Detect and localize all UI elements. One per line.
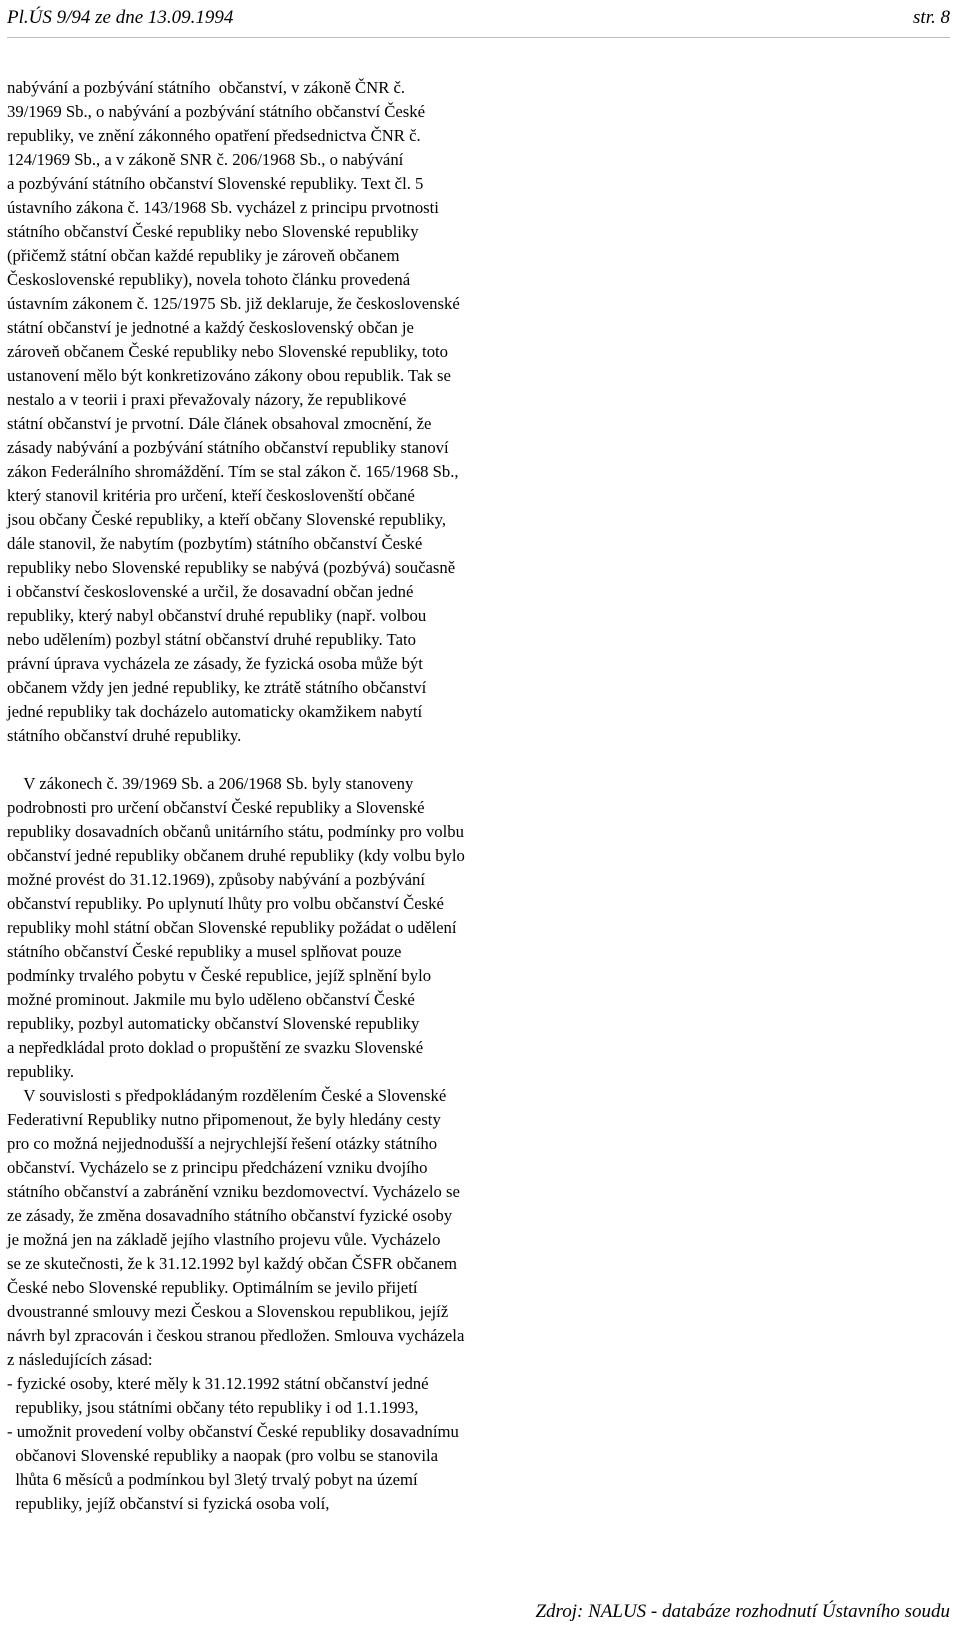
- text-line: státní občanství je prvotní. Dále článek obsahoval zmocnění, že: [7, 414, 432, 433]
- text-line: zákon Federálního shromáždění. Tím se stal zákon č. 165/1968 Sb.,: [7, 462, 459, 481]
- text-line: republiky mohl státní občan Slovenské republiky požádat o udělení: [7, 918, 457, 937]
- text-line: návrh byl zpracován i českou stranou předložen. Smlouva vycházela: [7, 1326, 465, 1345]
- text-line: republiky, ve znění zákonného opatření předsednictva ČNR č.: [7, 126, 421, 145]
- text-line: [7, 748, 597, 772]
- page-number: str. 8: [913, 7, 950, 28]
- document-reference: Pl.ÚS 9/94 ze dne 13.09.1994: [7, 7, 234, 28]
- text-line: České nebo Slovenské republiky. Optimálním se jevilo přijetí: [7, 1278, 418, 1297]
- text-line: občanství republiky. Po uplynutí lhůty pro volbu občanství České: [7, 894, 444, 913]
- text-line: republiky.: [7, 1062, 75, 1081]
- text-line: jedné republiky tak docházelo automaticky okamžikem nabytí: [7, 702, 423, 721]
- text-line: republiky nebo Slovenské republiky se nabývá (pozbývá) současně: [7, 558, 456, 577]
- text-line: který stanovil kritéria pro určení, kteří českoslovenští občané: [7, 486, 415, 505]
- text-line: podmínky trvalého pobytu v České republice, jejíž splnění bylo: [7, 966, 432, 985]
- text-line: dále stanovil, že nabytím (pozbytím) státního občanství České: [7, 534, 423, 553]
- text-line: republiky, jsou státními občany této republiky i od 1.1.1993,: [7, 1398, 419, 1417]
- text-line: občanem vždy jen jedné republiky, ke ztrátě státního občanství: [7, 678, 427, 697]
- text-line: - umožnit provedení volby občanství České republiky dosavadnímu: [7, 1422, 459, 1441]
- text-line: zároveň občanem České republiky nebo Slovenské republiky, toto: [7, 342, 449, 361]
- text-line: a nepředkládal proto doklad o propuštění ze svazku Slovenské: [7, 1038, 424, 1057]
- text-line: dvoustranné smlouvy mezi Českou a Slovenskou republikou, jejíž: [7, 1302, 449, 1321]
- text-line: ústavním zákonem č. 125/1975 Sb. již deklaruje, že československé: [7, 294, 460, 313]
- text-line: Československé republiky), novela tohoto článku provedená: [7, 270, 411, 289]
- text-line: občanovi Slovenské republiky a naopak (pro volbu se stanovila: [7, 1446, 438, 1465]
- text-line: 39/1969 Sb., o nabývání a pozbývání státního občanství České: [7, 102, 426, 121]
- text-line: (přičemž státní občan každé republiky je zároveň občanem: [7, 246, 400, 265]
- text-line: jsou občany České republiky, a kteří občany Slovenské republiky,: [7, 510, 447, 529]
- text-line: státního občanství České republiky a musel splňovat pouze: [7, 942, 402, 961]
- text-line: nebo udělením) pozbyl státní občanství druhé republiky. Tato: [7, 630, 416, 649]
- text-line: z následujících zásad:: [7, 1350, 153, 1369]
- text-line: právní úprava vycházela ze zásady, že fyzická osoba může být: [7, 654, 423, 673]
- source-footer: Zdroj: NALUS - databáze rozhodnutí Ústavního soudu: [535, 1601, 950, 1622]
- text-line: Federativní Republiky nutno připomenout, že byly hledány cesty: [7, 1110, 441, 1129]
- text-line: republiky dosavadních občanů unitárního státu, podmínky pro volbu: [7, 822, 464, 841]
- text-line: ústavního zákona č. 143/1968 Sb. vycházel z principu prvotnosti: [7, 198, 439, 217]
- text-line: republiky, jejíž občanství si fyzická osoba volí,: [7, 1494, 330, 1513]
- header-divider: [7, 37, 950, 38]
- text-line: občanství jedné republiky občanem druhé republiky (kdy volbu bylo: [7, 846, 465, 865]
- text-line: V souvislosti s předpokládaným rozdělením České a Slovenské: [7, 1086, 447, 1105]
- text-line: i občanství československé a určil, že dosavadní občan jedné: [7, 582, 414, 601]
- text-line: státního občanství České republiky nebo Slovenské republiky: [7, 222, 419, 241]
- text-line: a pozbývání státního občanství Slovenské republiky. Text čl. 5: [7, 174, 424, 193]
- text-line: možné prominout. Jakmile mu bylo uděleno občanství České: [7, 990, 415, 1009]
- text-line: státní občanství je jednotné a každý československý občan je: [7, 318, 414, 337]
- text-line: 124/1969 Sb., a v zákoně SNR č. 206/1968 Sb., o nabývání: [7, 150, 404, 169]
- body-text: [7, 76, 597, 1516]
- text-line: ze zásady, že změna dosavadního státního občanství fyzické osoby: [7, 1206, 453, 1225]
- text-line: pro co možná nejjednodušší a nejrychlejší řešení otázky státního: [7, 1134, 438, 1153]
- text-line: možné provést do 31.12.1969), způsoby nabývání a pozbývání: [7, 870, 426, 889]
- text-line: nabývání a pozbývání státního občanství, v zákoně ČNR č.: [7, 78, 406, 97]
- text-line: V zákonech č. 39/1969 Sb. a 206/1968 Sb. byly stanoveny: [7, 774, 414, 793]
- text-line: republiky, pozbyl automaticky občanství Slovenské republiky: [7, 1014, 420, 1033]
- text-line: je možná jen na základě jejího vlastního projevu vůle. Vycházelo: [7, 1230, 441, 1249]
- text-line: lhůta 6 měsíců a podmínkou byl 3letý trvalý pobyt na území: [7, 1470, 418, 1489]
- text-line: podrobnosti pro určení občanství České republiky a Slovenské: [7, 798, 425, 817]
- text-line: se ze skutečnosti, že k 31.12.1992 byl každý občan ČSFR občanem: [7, 1254, 458, 1273]
- text-line: - fyzické osoby, které měly k 31.12.1992 státní občanství jedné: [7, 1374, 429, 1393]
- text-line: zásady nabývání a pozbývání státního občanství republiky stanoví: [7, 438, 449, 457]
- text-line: státního občanství druhé republiky.: [7, 726, 242, 745]
- text-line: nestalo a v teorii i praxi převažovaly názory, že republikové: [7, 390, 407, 409]
- text-line: státního občanství a zabránění vzniku bezdomovectví. Vycházelo se: [7, 1182, 460, 1201]
- text-line: občanství. Vycházelo se z principu předcházení vzniku dvojího: [7, 1158, 428, 1177]
- text-line: republiky, který nabyl občanství druhé republiky (např. volbou: [7, 606, 427, 625]
- text-line: ustanovení mělo být konkretizováno zákony obou republik. Tak se: [7, 366, 451, 385]
